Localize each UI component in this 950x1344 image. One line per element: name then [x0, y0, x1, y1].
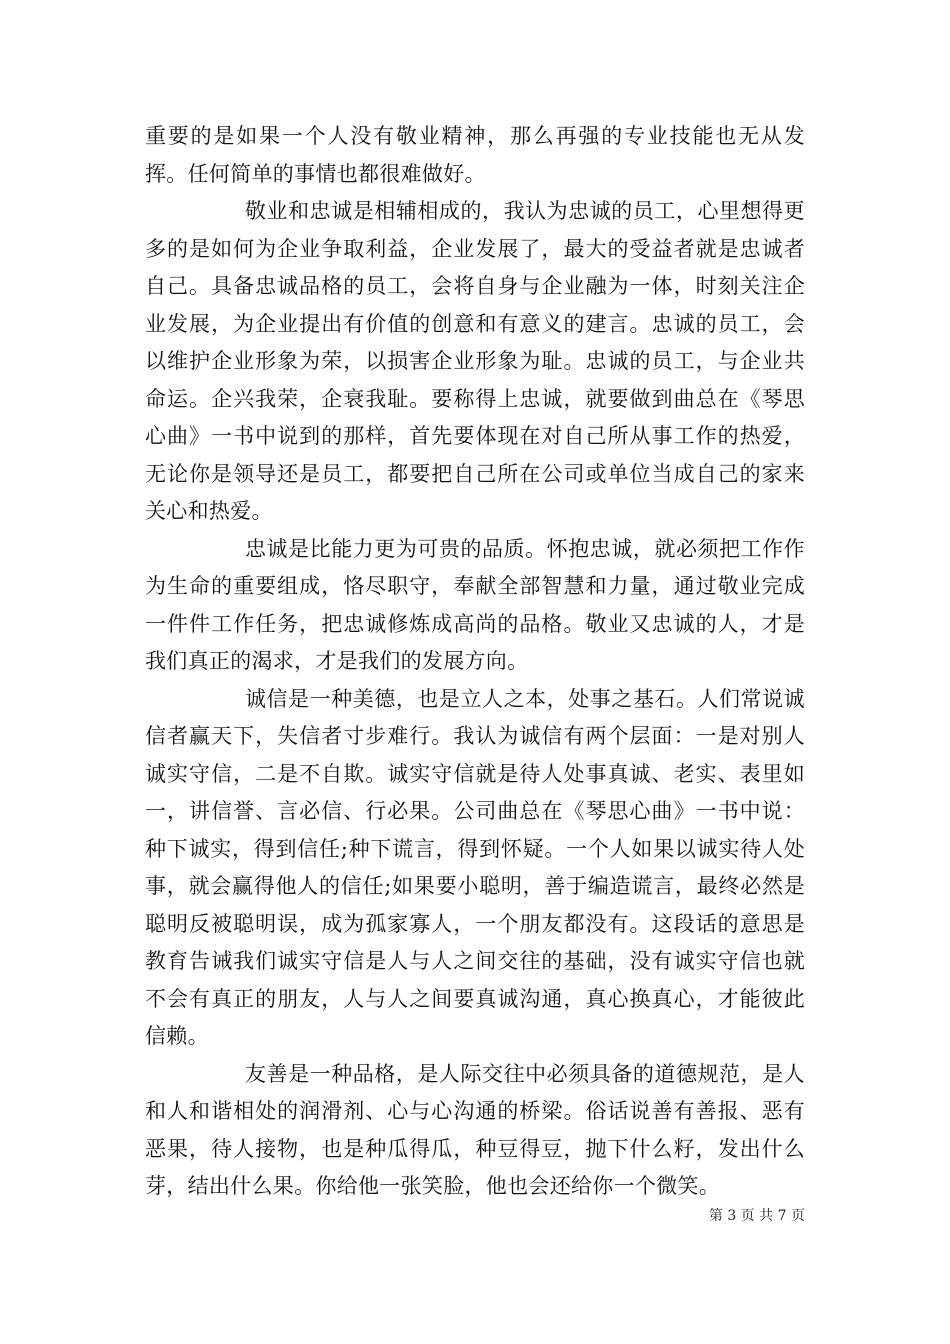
paragraph-2: 敬业和忠诚是相辅相成的，我认为忠诚的员工，心里想得更多的是如何为企业争取利益，企业发展了，最大的受益者就是忠诚者自己。具备忠诚品格的员工，会将自身与企业融为一体，时刻关注企业发展，为企业提出有价值的创意和有意义的建言。忠诚的员工，会以维护企业形象为荣，以损害企业形象为耻。忠诚的员工，与企业共命运。企兴我荣，企衰我耻。要称得上忠诚，就要做到曲总在《琴思心曲》一书中说到的那样，首先要体现在对自己所从事工作的热爱，无论你是领导还是员工，都要把自己所在公司或单位当成自己的家来关心和热爱。	[145, 199, 805, 523]
page-number-footer: 第 3 页 共 7 页	[708, 1208, 805, 1224]
paragraph-5: 友善是一种品格，是人际交往中必须具备的道德规范，是人和人和谐相处的润滑剂、心与心沟通的桥梁。俗话说善有善报、恶有恶果，待人接物，也是种瓜得瓜，种豆得豆，抛下什么籽，发出什么芽，结出什么果。你给他一张笑脸，他也会还给你一个微笑。	[145, 1061, 805, 1198]
paragraph-1: 重要的是如果一个人没有敬业精神，那么再强的专业技能也无从发挥。任何简单的事情也都很难做好。	[145, 124, 805, 186]
paragraph-3: 忠诚是比能力更为可贵的品质。怀抱忠诚，就必须把工作作为生命的重要组成，恪尽职守，奉献全部智慧和力量，通过敬业完成一件件工作任务，把忠诚修炼成高尚的品格。敬业又忠诚的人，才是我们真正的渴求，才是我们的发展方向。	[145, 536, 805, 673]
document-body	[145, 118, 805, 1206]
paragraph-4: 诚信是一种美德，也是立人之本，处事之基石。人们常说诚信者赢天下，失信者寸步难行。我认为诚信有两个层面：一是对别人诚实守信，二是不自欺。诚实守信就是待人处事真诚、老实、表里如一，讲信誉、言必信、行必果。公司曲总在《琴思心曲》一书中说：种下诚实，得到信任;种下谎言，得到怀疑。一个人如果以诚实待人处事，就会赢得他人的信任;如果要小聪明，善于编造谎言，最终必然是聪明反被聪明误，成为孤家寡人，一个朋友都没有。这段话的意思是教育告诫我们诚实守信是人与人之间交往的基础，没有诚实守信也就不会有真正的朋友，人与人之间要真诚沟通，真心换真心，才能彼此信赖。	[145, 686, 805, 1048]
